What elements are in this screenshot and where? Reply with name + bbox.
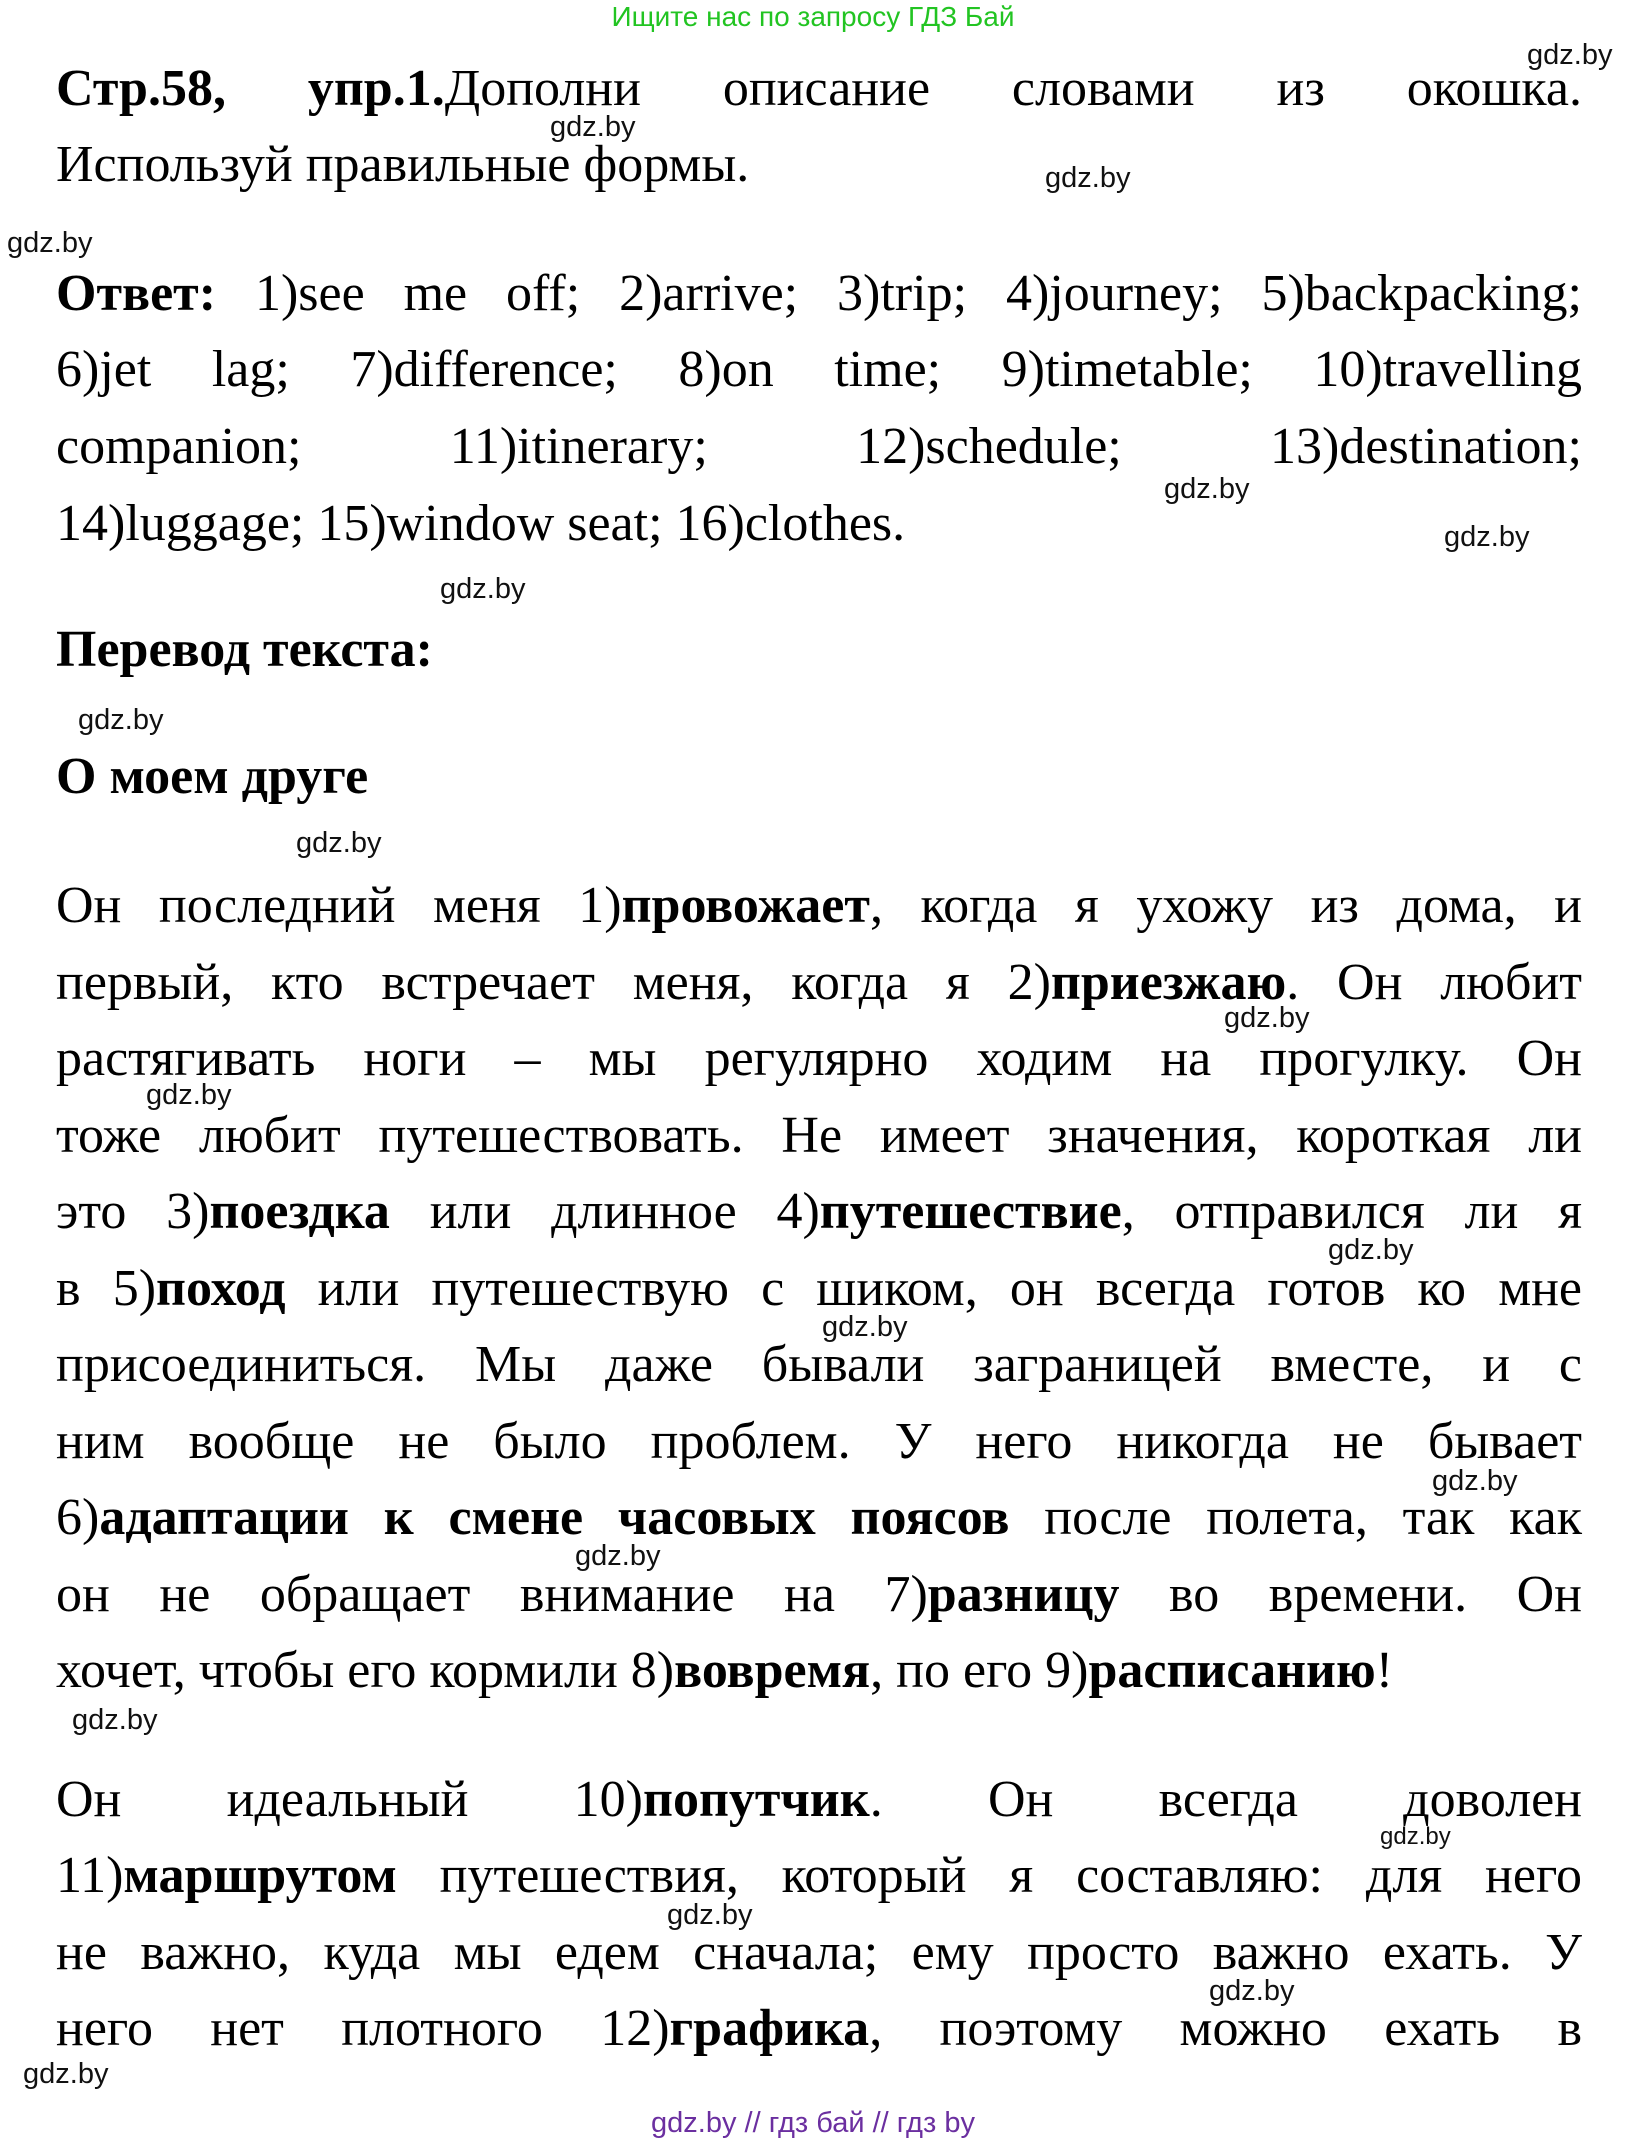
top-banner: Ищите нас по запросу ГДЗ Бай (611, 1, 1015, 32)
watermark: gdz.by (575, 1540, 661, 1572)
text: это 3) (56, 1183, 210, 1240)
bottom-banner: gdz.by // гдз бай // гдз by (651, 2107, 975, 2139)
text: companion; 11)itinerary; 12)schedule; 13)destination; (56, 418, 1582, 475)
watermark: gdz.by (1444, 521, 1530, 553)
text: Дополни описание словами из окошка. (444, 60, 1582, 117)
text: путешествия, который я составляю: для него (396, 1847, 1582, 1904)
watermark: gdz.by (440, 573, 526, 605)
watermark: gdz.by (78, 704, 164, 736)
text: , по его 9) (870, 1642, 1089, 1699)
text-line (56, 1479, 1582, 1556)
bold-text: путешествие (819, 1183, 1122, 1240)
text: 6)jet lag; 7)difference; 8)on time; 9)timetable; 10)travelling (56, 341, 1582, 398)
text: хочет, чтобы его кормили 8) (56, 1642, 675, 1699)
text: 14)luggage; 15)window seat; 16)clothes. (56, 495, 906, 552)
bold-text: поездка (209, 1183, 390, 1240)
watermark: gdz.by (23, 2058, 109, 2090)
bold-text: провожает (621, 877, 870, 934)
bold-text: расписанию (1088, 1642, 1376, 1699)
bold-text: графика (669, 2000, 870, 2057)
text: или длинное 4) (389, 1183, 820, 1240)
text-line (56, 738, 1582, 815)
watermark: gdz.by (7, 227, 93, 259)
text: во времени. Он (1119, 1566, 1583, 1623)
text: первый, кто встречает меня, когда я 2) (56, 954, 1051, 1011)
text-line (56, 944, 1582, 1021)
watermark: gdz.by (146, 1079, 232, 1111)
text-line (56, 611, 1582, 688)
text: ним вообще не было проблем. У него никогда не бывает (56, 1413, 1582, 1470)
text-line (56, 1914, 1582, 1991)
text-line (56, 331, 1582, 408)
text: Он последний меня 1) (56, 877, 622, 934)
text: 1)see me off; 2)arrive; 3)trip; 4)journey; 5)backpacking; (254, 265, 1583, 322)
watermark: gdz.by (296, 827, 382, 859)
text-line (56, 1761, 1582, 1838)
text: . Он любит (1286, 954, 1583, 1011)
watermark: gdz.by (1045, 162, 1131, 194)
text: в 5) (56, 1260, 157, 1317)
text-line (56, 50, 1582, 127)
bold-text: адаптации к смене часовых поясов (99, 1489, 1010, 1546)
text-line (56, 1837, 1582, 1914)
text-line (56, 1097, 1582, 1174)
watermark: gdz.by (667, 1899, 753, 1931)
bold-text: Ответ: (56, 265, 255, 322)
text-line (56, 1403, 1582, 1480)
text-line (56, 1556, 1582, 1633)
text-line (56, 255, 1582, 332)
text-line (56, 1632, 1582, 1709)
text: после полета, так как (1009, 1489, 1582, 1546)
text: он не обращает внимание на 7) (56, 1566, 928, 1623)
bold-text: Стр.58, упр.1. (56, 60, 445, 117)
bold-text: попутчик (643, 1771, 870, 1828)
watermark: gdz.by (550, 111, 636, 143)
watermark: gdz.by (1209, 1975, 1295, 2007)
text: присоединиться. Мы даже бывали заграницей вместе, и с (56, 1336, 1582, 1393)
text: ! (1375, 1642, 1394, 1699)
text: . Он всегда доволен (869, 1771, 1582, 1828)
text-line (56, 1020, 1582, 1097)
watermark: gdz.by (822, 1311, 908, 1343)
text: растягивать ноги – мы регулярно ходим на прогулку. Он (56, 1030, 1582, 1087)
text-line (56, 1990, 1582, 2067)
watermark: gdz.by (1164, 473, 1250, 505)
text: 11) (56, 1847, 124, 1904)
text-line (56, 1326, 1582, 1403)
text-line (56, 126, 1582, 203)
text-line (56, 408, 1582, 485)
text-line (56, 485, 1582, 562)
text: Используй правильные формы. (56, 136, 750, 193)
watermark: gdz.by (1380, 1823, 1451, 1850)
bold-text: маршрутом (123, 1847, 397, 1904)
text: или путешествую с шиком, он всегда готов ко мне (285, 1260, 1583, 1317)
bold-text: поход (156, 1260, 286, 1317)
watermark: gdz.by (1527, 39, 1613, 71)
text: , отправился ли я (1121, 1183, 1582, 1240)
text: , когда я ухожу из дома, и (869, 877, 1583, 934)
watermark: gdz.by (1328, 1234, 1414, 1266)
watermark: gdz.by (72, 1704, 158, 1736)
text: Он идеальный 10) (56, 1771, 643, 1828)
bold-text: разницу (927, 1566, 1120, 1623)
text: 6) (56, 1489, 100, 1546)
text: тоже любит путешествовать. Не имеет значения, короткая ли (56, 1107, 1582, 1164)
text: не важно, куда мы едем сначала; ему просто важно ехать. У (56, 1924, 1582, 1981)
text: него нет плотного 12) (56, 2000, 670, 2057)
text-line (56, 867, 1582, 944)
bold-text: приезжаю (1050, 954, 1287, 1011)
bold-text: вовремя (674, 1642, 871, 1699)
watermark: gdz.by (1224, 1002, 1310, 1034)
bold-text: О моем друге (56, 748, 369, 805)
bold-text: Перевод текста: (56, 621, 433, 678)
watermark: gdz.by (1432, 1465, 1518, 1497)
text: , поэтому можно ехать в (869, 2000, 1582, 2057)
